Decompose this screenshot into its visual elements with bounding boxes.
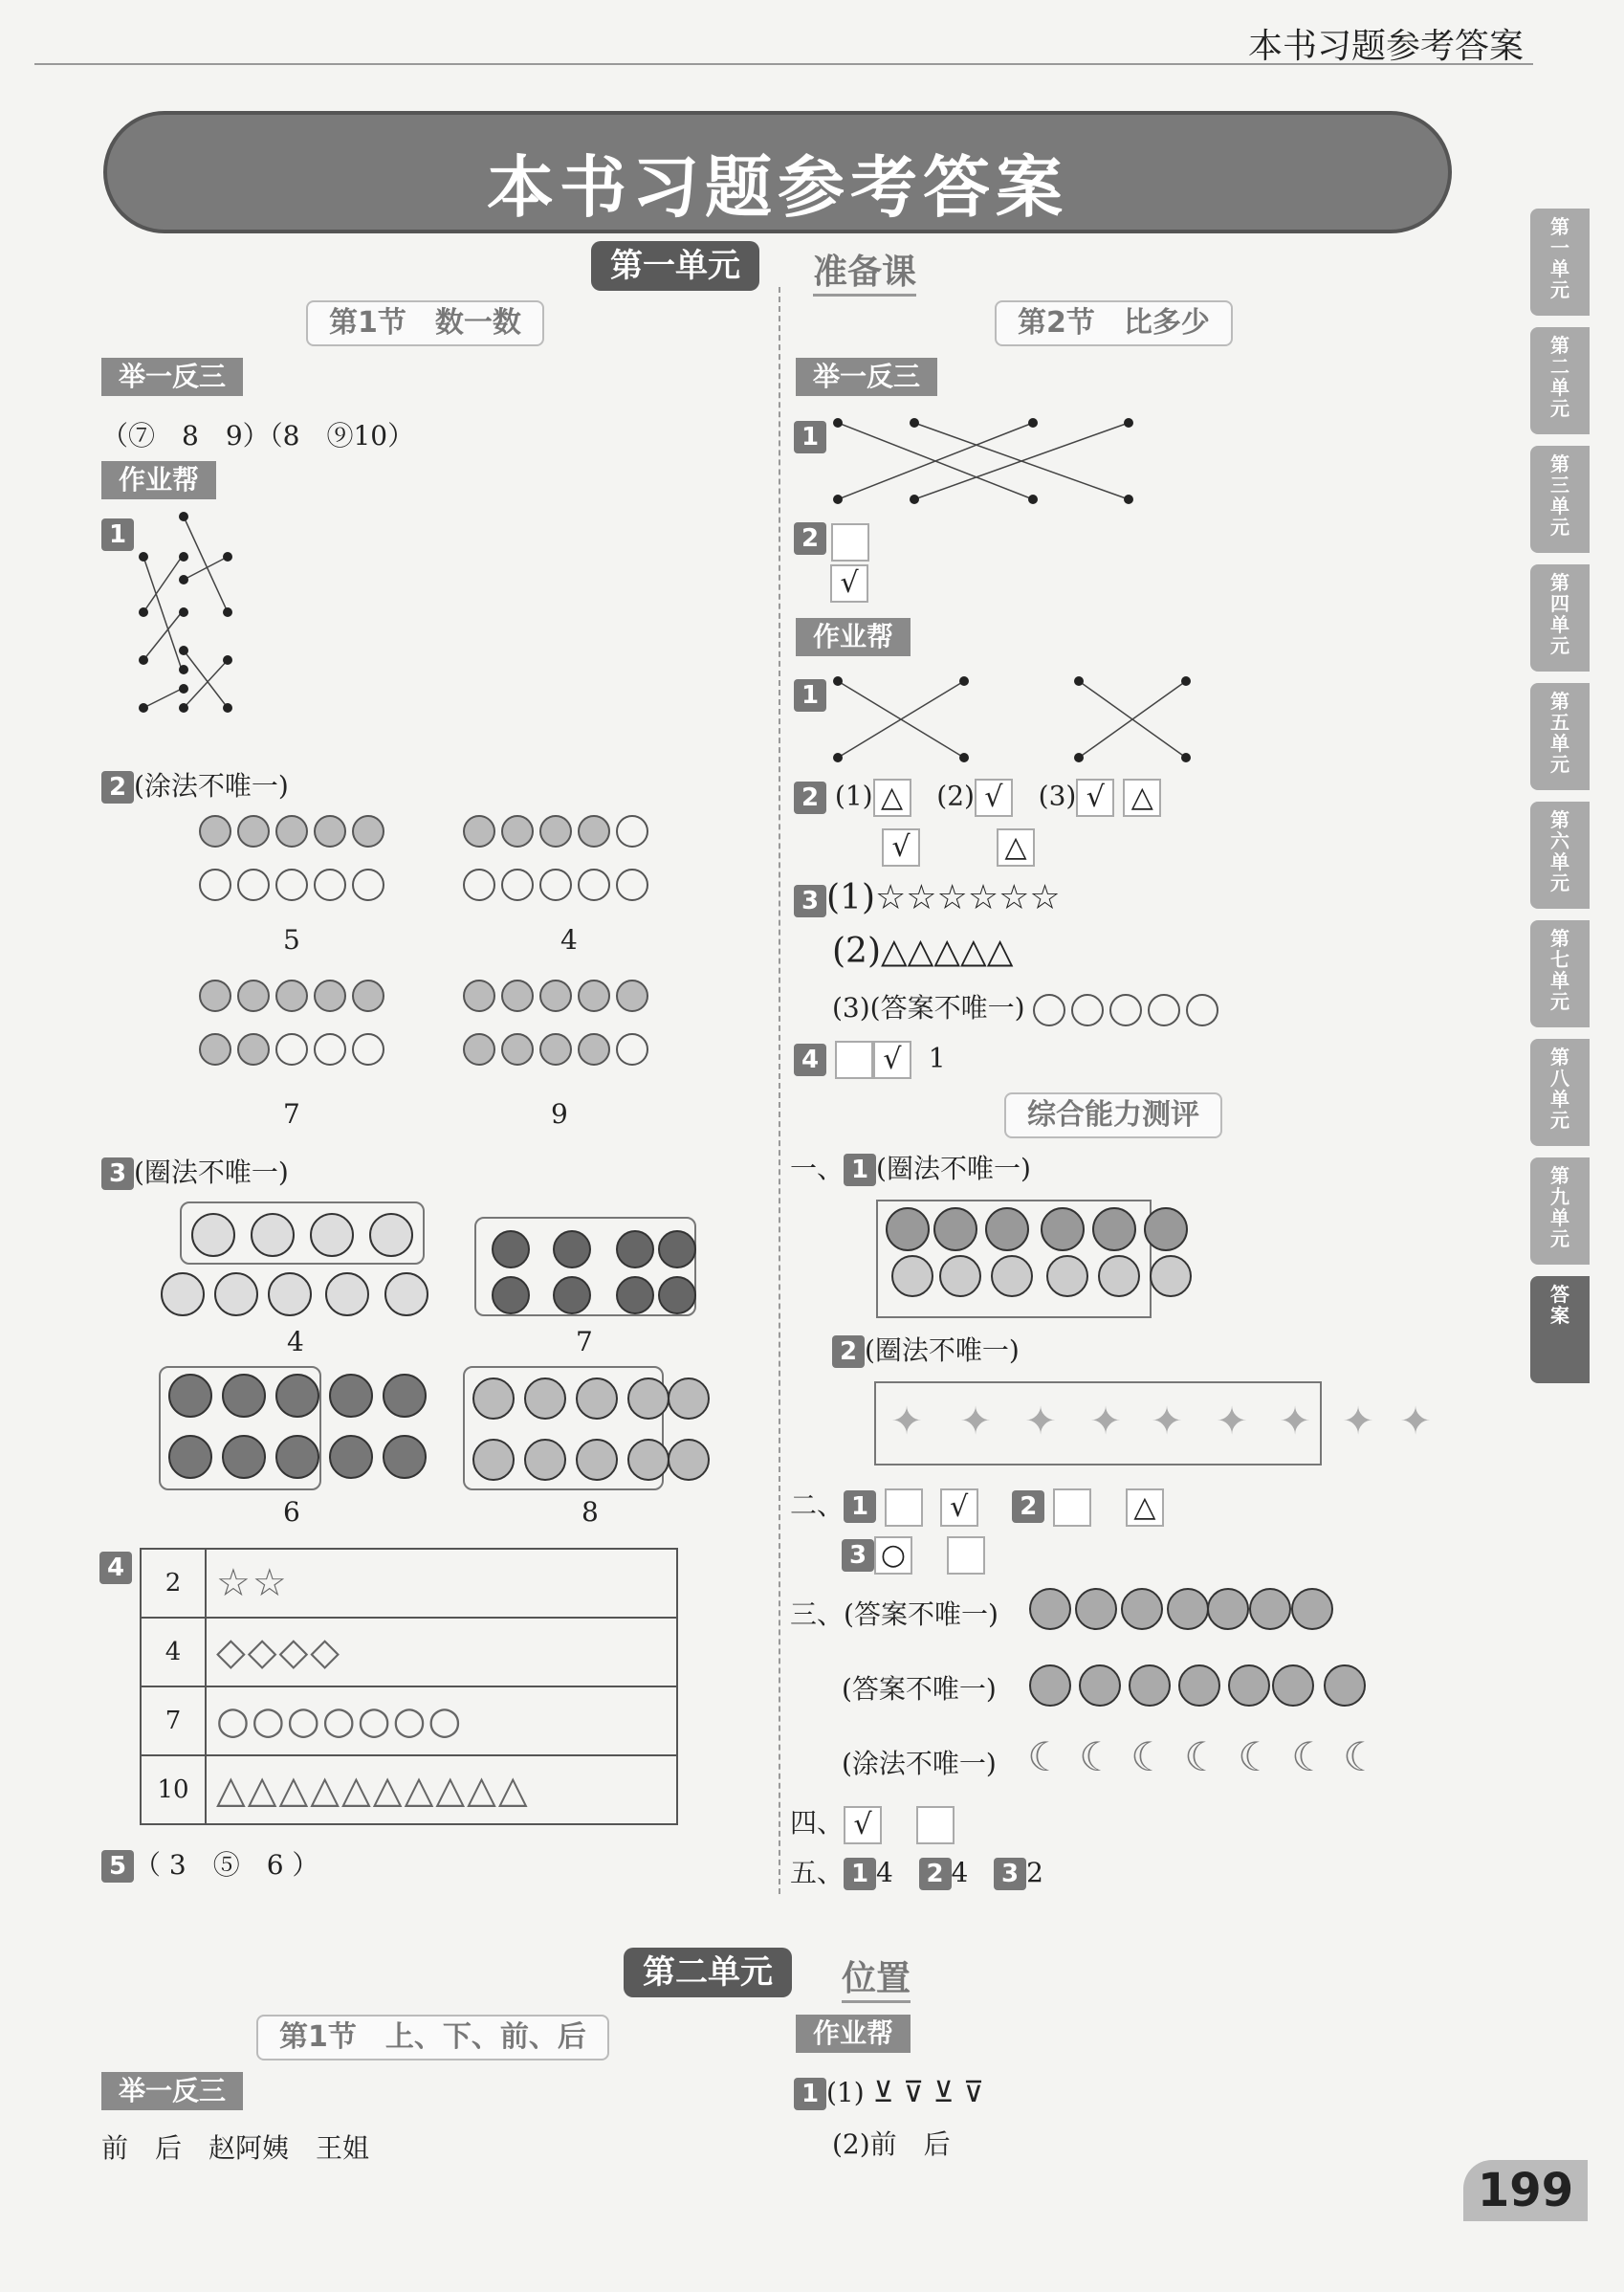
- radish-icon: [886, 1207, 930, 1251]
- radish-icon: [1098, 1255, 1140, 1297]
- peach-icon: [1029, 1664, 1071, 1707]
- bone-icon: ✦: [1342, 1399, 1374, 1444]
- apple-icon: [310, 1213, 354, 1257]
- part4: 四、 √: [790, 1802, 955, 1844]
- radish-icon: [985, 1207, 1029, 1251]
- table-cell: 7: [141, 1686, 206, 1755]
- r-q2: 2: [794, 522, 869, 562]
- u2-q1-1: 1 (1) ⊻ ⊽ ⊻ ⊽: [794, 2076, 984, 2110]
- q3-label-a: 4: [287, 1326, 304, 1357]
- r-q1-matching: [823, 411, 1148, 507]
- peach-icon: [627, 1377, 669, 1420]
- u2-q1-2: (2)前 后: [832, 2128, 951, 2160]
- bone-icon: ✦: [890, 1399, 923, 1444]
- r-hw-q2: 2 (1) △ (2) √ (3) √ △: [794, 779, 1161, 817]
- part1-q1: 一、 1 (圈法不唯一): [790, 1153, 1031, 1184]
- strawberry-icon: [383, 1374, 427, 1418]
- apple-icon: [369, 1213, 413, 1257]
- q2-label-d: 9: [551, 1098, 568, 1130]
- peach-icon: [576, 1377, 618, 1420]
- q2-circles-c: [199, 980, 390, 1066]
- radish-icon: [991, 1255, 1033, 1297]
- apple-icon: [191, 1213, 235, 1257]
- bone-icon: ✦: [959, 1399, 992, 1444]
- strawberry-icon: [222, 1374, 266, 1418]
- answer-1: （⑦ 8 9）（8 ⑨10）: [101, 420, 415, 452]
- banana-icon: ☾: [1130, 1733, 1167, 1780]
- tag-homework-right: 作业帮: [796, 618, 911, 656]
- part3-row1: 三、(答案不唯一): [790, 1598, 999, 1630]
- ball-icon: [553, 1276, 591, 1314]
- apple-icon: [325, 1272, 369, 1316]
- bone-icon: ✦: [1279, 1399, 1311, 1444]
- peach-icon: [472, 1377, 515, 1420]
- strawberry-icon: [168, 1435, 212, 1479]
- strawberry-icon: [222, 1435, 266, 1479]
- r-hw-q2-row2: √ △: [882, 828, 1035, 867]
- bone-icon: ✦: [1399, 1399, 1432, 1444]
- q2-label-c: 7: [283, 1098, 300, 1130]
- table-cell: ○○○○○○○: [206, 1686, 677, 1755]
- r-hw-q3-1: 3 (1)☆☆☆☆☆☆: [794, 878, 1061, 917]
- bone-icon: ✦: [1216, 1399, 1248, 1444]
- u2-answer: 前 后 赵阿姨 王姐: [101, 2132, 370, 2164]
- table-cell: ◇◇◇◇: [206, 1618, 677, 1686]
- peach-icon: [472, 1439, 515, 1481]
- q3-label-d: 8: [582, 1496, 599, 1528]
- table-row: [141, 1755, 677, 1824]
- q4-table: [140, 1548, 678, 1825]
- ball-icon: [658, 1276, 696, 1314]
- q2-circles-b: [463, 815, 654, 901]
- strawberry-icon: [275, 1374, 319, 1418]
- ball-icon: [658, 1230, 696, 1268]
- q1-dot-matching: [124, 507, 249, 727]
- section-1-2-title: 第2节 比多少: [995, 300, 1233, 346]
- part3-row3: (涂法不唯一): [842, 1748, 997, 1779]
- table-row: [141, 1618, 677, 1686]
- bone-icon: ✦: [1089, 1399, 1122, 1444]
- strawberry-icon: [168, 1374, 212, 1418]
- banana-icon: ☾: [1291, 1733, 1328, 1780]
- bone-icon: ✦: [1151, 1399, 1183, 1444]
- r-hw-q3-3: (3)(答案不唯一): [832, 987, 1224, 1026]
- q2-note: 2 (涂法不唯一): [101, 765, 289, 804]
- title-banner: [103, 111, 1452, 233]
- apple-icon: [251, 1213, 295, 1257]
- q1-number: 1: [101, 518, 134, 551]
- side-tab[interactable]: 第 五 单 元: [1530, 683, 1590, 790]
- banana-icon: ☾: [1184, 1733, 1220, 1780]
- banana-icon: ☾: [1027, 1733, 1064, 1780]
- pear-icon: [1207, 1588, 1249, 1630]
- part1-q2: 2 (圈法不唯一): [832, 1330, 1020, 1368]
- apple-icon: [161, 1272, 205, 1316]
- radish-icon: [1144, 1207, 1188, 1251]
- peach-icon: [1324, 1664, 1366, 1707]
- radish-icon: [1041, 1207, 1085, 1251]
- q4-number: 4: [99, 1552, 132, 1584]
- table-cell: 10: [141, 1755, 206, 1824]
- strawberry-icon: [275, 1435, 319, 1479]
- pear-icon: [1291, 1588, 1333, 1630]
- banana-icon: ☾: [1238, 1733, 1274, 1780]
- pear-icon: [1029, 1588, 1071, 1630]
- apple-icon: [268, 1272, 312, 1316]
- radish-icon: [1092, 1207, 1136, 1251]
- ball-icon: [616, 1276, 654, 1314]
- r-q2-check: √: [830, 564, 868, 603]
- side-tab[interactable]: 答 案: [1530, 1276, 1590, 1383]
- column-divider: [779, 287, 780, 1894]
- tag-homework: 作业帮: [101, 461, 216, 499]
- peach-icon: [668, 1439, 710, 1481]
- r-hw-q1-number: 1: [794, 679, 826, 712]
- banana-icon: ☾: [1079, 1733, 1115, 1780]
- section-2-1-title: 第1节 上、下、前、后: [256, 2015, 609, 2061]
- side-tab[interactable]: 第 四 单 元: [1530, 564, 1590, 672]
- pear-icon: [1249, 1588, 1291, 1630]
- q3-label-c: 6: [283, 1496, 300, 1528]
- strawberry-icon: [383, 1435, 427, 1479]
- radish-icon: [1046, 1255, 1088, 1297]
- q5-answer: 5 （ 3 ⑤ 6 ）: [101, 1844, 318, 1883]
- table-cell: ☆☆: [206, 1549, 677, 1618]
- table-row: [141, 1549, 677, 1618]
- r-hw-q3-2: (2)△△△△△: [832, 932, 1014, 971]
- q3-note: 3 (圈法不唯一): [101, 1152, 289, 1190]
- side-tab[interactable]: 第 七 单 元: [1530, 920, 1590, 1027]
- peach-icon: [1079, 1664, 1121, 1707]
- pear-icon: [1075, 1588, 1117, 1630]
- r-hw-q4: 4 √ 1: [794, 1041, 946, 1079]
- header-title: 本书习题参考答案: [1247, 27, 1524, 66]
- apple-icon: [384, 1272, 428, 1316]
- side-tab[interactable]: 第 一 单 元: [1530, 209, 1590, 316]
- side-tab[interactable]: 第 三 单 元: [1530, 446, 1590, 553]
- unit1-subtitle: 准备课: [813, 245, 916, 297]
- tag-homework-u2: 作业帮: [796, 2015, 911, 2053]
- section-1-1-title: 第1节 数一数: [306, 300, 544, 346]
- peach-icon: [1178, 1664, 1220, 1707]
- peach-icon: [1272, 1664, 1314, 1707]
- peach-icon: [576, 1439, 618, 1481]
- q2-circles-a: [199, 815, 390, 901]
- side-tab[interactable]: 第 六 单 元: [1530, 802, 1590, 909]
- unit1-label: 第一单元: [591, 241, 759, 291]
- radish-icon: [1150, 1255, 1192, 1297]
- radish-icon: [891, 1255, 933, 1297]
- page-number: 199: [1463, 2160, 1588, 2221]
- part3-row2: (答案不唯一): [842, 1673, 997, 1705]
- ball-icon: [553, 1230, 591, 1268]
- tag-practice-right: 举一反三: [796, 358, 937, 396]
- apple-icon: [214, 1272, 258, 1316]
- side-tab[interactable]: 第 八 单 元: [1530, 1039, 1590, 1146]
- table-cell: 2: [141, 1549, 206, 1618]
- ball-icon: [616, 1230, 654, 1268]
- unit2-label: 第二单元: [624, 1948, 792, 1997]
- q3-label-b: 7: [576, 1326, 593, 1357]
- tag-practice: 举一反三: [101, 358, 243, 396]
- strawberry-icon: [329, 1435, 373, 1479]
- peach-icon: [524, 1377, 566, 1420]
- table-cell: △△△△△△△△△△: [206, 1755, 677, 1824]
- side-tab[interactable]: 第 九 单 元: [1530, 1157, 1590, 1265]
- r-hw-q1-matching: [823, 670, 1196, 765]
- q2-circles-d: [463, 980, 654, 1066]
- q2-label-a: 5: [283, 924, 300, 956]
- banana-icon: ☾: [1343, 1733, 1379, 1780]
- peach-icon: [1228, 1664, 1270, 1707]
- table-cell: 4: [141, 1618, 206, 1686]
- ball-icon: [492, 1276, 530, 1314]
- q2-label-b: 4: [560, 924, 578, 956]
- tag-practice-u2: 举一反三: [101, 2072, 243, 2110]
- ball-icon: [492, 1230, 530, 1268]
- part5: 五、 1 4 2 4 3 2: [790, 1857, 1043, 1888]
- radish-icon: [939, 1255, 981, 1297]
- unit2-subtitle: 位置: [842, 1951, 911, 2003]
- peach-icon: [668, 1377, 710, 1420]
- peach-icon: [627, 1439, 669, 1481]
- peach-icon: [1129, 1664, 1171, 1707]
- pear-icon: [1121, 1588, 1163, 1630]
- banner-title: 本书习题参考答案: [487, 148, 1068, 227]
- part2-q1: 二、 1 √ 2 △: [790, 1485, 1164, 1527]
- comprehensive-title: 综合能力测评: [1004, 1092, 1222, 1138]
- part2-q3: 3 ○: [842, 1536, 985, 1575]
- radish-icon: [933, 1207, 977, 1251]
- peach-icon: [524, 1439, 566, 1481]
- side-tab[interactable]: 第 二 单 元: [1530, 327, 1590, 434]
- strawberry-icon: [329, 1374, 373, 1418]
- r-q1-number: 1: [794, 421, 826, 453]
- bone-icon: ✦: [1024, 1399, 1057, 1444]
- pear-icon: [1167, 1588, 1209, 1630]
- table-row: [141, 1686, 677, 1755]
